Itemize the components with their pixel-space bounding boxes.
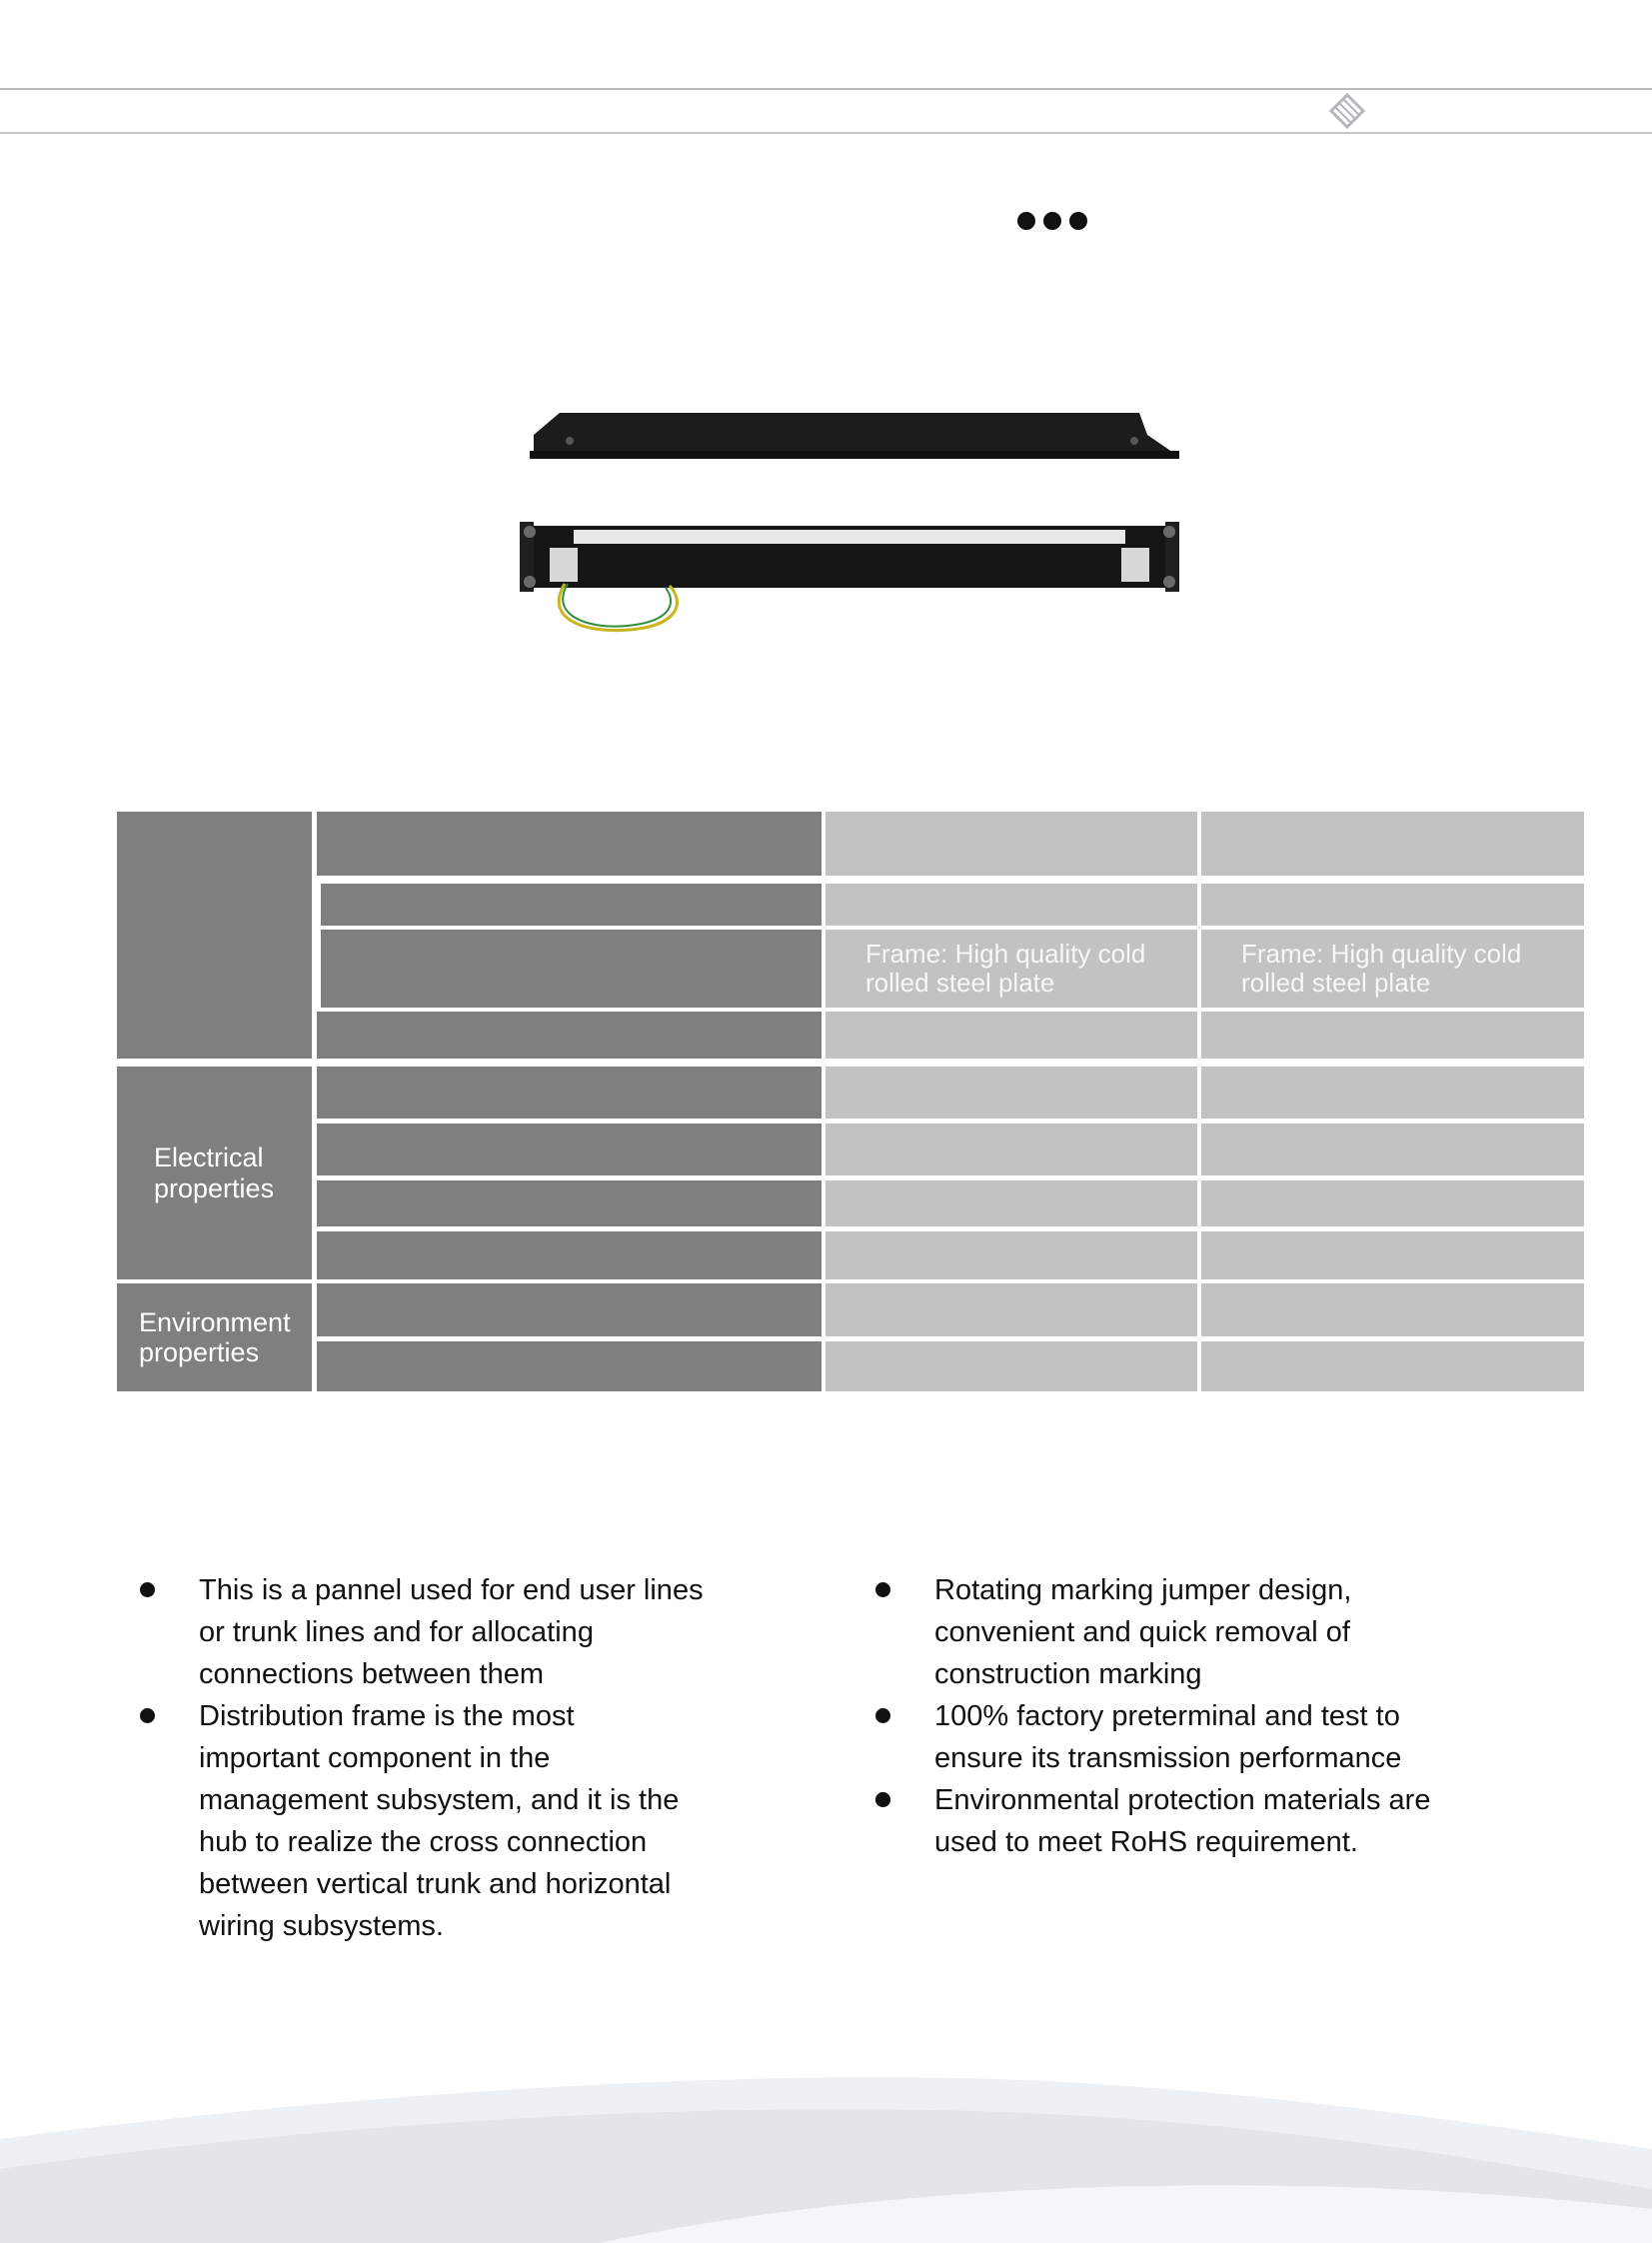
row-cat6e-material-line1: Frame: High quality cold (1241, 938, 1522, 969)
dot-icon (1043, 212, 1061, 230)
row-item-storage (317, 1283, 822, 1336)
features-list (871, 1569, 1561, 1863)
row-cat5e-material-line1: Frame: High quality cold (865, 938, 1146, 969)
column-header-cat6e (1201, 812, 1584, 876)
feature-item-line: ensure its transmission performance (934, 1742, 1402, 1774)
description-item (136, 1695, 776, 1947)
row-cat6e-operating (1201, 1341, 1584, 1391)
group-environment-line1: Environment (139, 1306, 291, 1337)
row-cat6e-size (1201, 884, 1584, 926)
row-cat6e-pressure (1201, 1123, 1584, 1175)
row-item-rj45 (317, 1012, 822, 1059)
row-cat5e-material (826, 930, 1197, 1008)
row-cat5e-contact (826, 1231, 1197, 1279)
header-rule-bottom (0, 132, 1652, 134)
description-item-line: hub to realize the cross connection (199, 1826, 648, 1858)
description-item-line: management subsystem, and it is the (199, 1784, 680, 1816)
row-cat6e-storage (1201, 1283, 1584, 1336)
row-cat5e-pressure (826, 1123, 1197, 1175)
header-rule-top (0, 88, 1652, 90)
row-cat5e-size (826, 884, 1197, 926)
description-item-line: or trunk lines and for allocating (199, 1616, 594, 1648)
dot-icon (1069, 212, 1087, 230)
feature-item-line: construction marking (934, 1658, 1202, 1690)
group-electrical-line2: properties (154, 1172, 275, 1203)
column-header-cat5e (826, 812, 1197, 876)
description-item-line: wiring subsystems. (199, 1910, 444, 1942)
dot-icon (1017, 212, 1035, 230)
spec-table (117, 812, 1584, 1391)
feature-item-line: convenient and quick removal of (934, 1616, 1350, 1648)
row-cat6e-transmission (1201, 1067, 1584, 1119)
row-cat5e-transmission (826, 1067, 1197, 1119)
description-item-line: This is a pannel used for end user lines (199, 1574, 704, 1606)
row-cat6e-rj45 (1201, 1012, 1584, 1059)
row-cat5e-storage (826, 1283, 1197, 1336)
footer-wave (0, 2059, 1652, 2243)
row-cat5e-rj45 (826, 1012, 1197, 1059)
patch-panel-image-front (520, 522, 1179, 642)
description-item-line: Distribution frame is the most (199, 1700, 575, 1732)
row-cat6e-material-line2: rolled steel plate (1241, 968, 1431, 998)
description-item-line: connections between them (199, 1658, 544, 1690)
description-list (136, 1569, 776, 1947)
row-item-material (321, 930, 822, 1008)
group-electrical (117, 1067, 312, 1279)
row-cat5e-insulating (826, 1180, 1197, 1226)
title-dots (1017, 212, 1087, 230)
feature-item (871, 1695, 1561, 1779)
row-cat6e-material (1201, 930, 1584, 1008)
patch-panel-image-top (520, 405, 1179, 465)
description-item (136, 1569, 776, 1695)
row-item-insulating (317, 1180, 822, 1226)
row-item-transmission (317, 1067, 822, 1119)
feature-item (871, 1569, 1561, 1695)
brand-logo (1329, 93, 1373, 129)
row-cat6e-insulating (1201, 1180, 1584, 1226)
row-item-pressure (317, 1123, 822, 1175)
description-item-line: important component in the (199, 1742, 551, 1774)
group-electrical-line1: Electrical (154, 1142, 264, 1173)
feature-item-line: used to meet RoHS requirement. (934, 1826, 1358, 1858)
row-cat6e-contact (1201, 1231, 1584, 1279)
feature-item-line: Environmental protection materials are (934, 1784, 1431, 1816)
row-item-size (321, 884, 822, 926)
row-item-operating (317, 1341, 822, 1391)
group-performance (117, 812, 312, 1059)
feature-item-line: 100% factory preterminal and test to (934, 1700, 1400, 1732)
feature-item (871, 1779, 1561, 1863)
diamond-logo-icon (1329, 93, 1365, 129)
description-item-line: between vertical trunk and horizontal (199, 1868, 672, 1900)
row-cat5e-material-line2: rolled steel plate (865, 968, 1055, 998)
row-item-contact (317, 1231, 822, 1279)
group-environment (117, 1283, 312, 1391)
group-environment-line2: properties (139, 1337, 260, 1367)
feature-item-line: Rotating marking jumper design, (934, 1574, 1352, 1606)
row-cat5e-operating (826, 1341, 1197, 1391)
column-header-item (317, 812, 822, 876)
